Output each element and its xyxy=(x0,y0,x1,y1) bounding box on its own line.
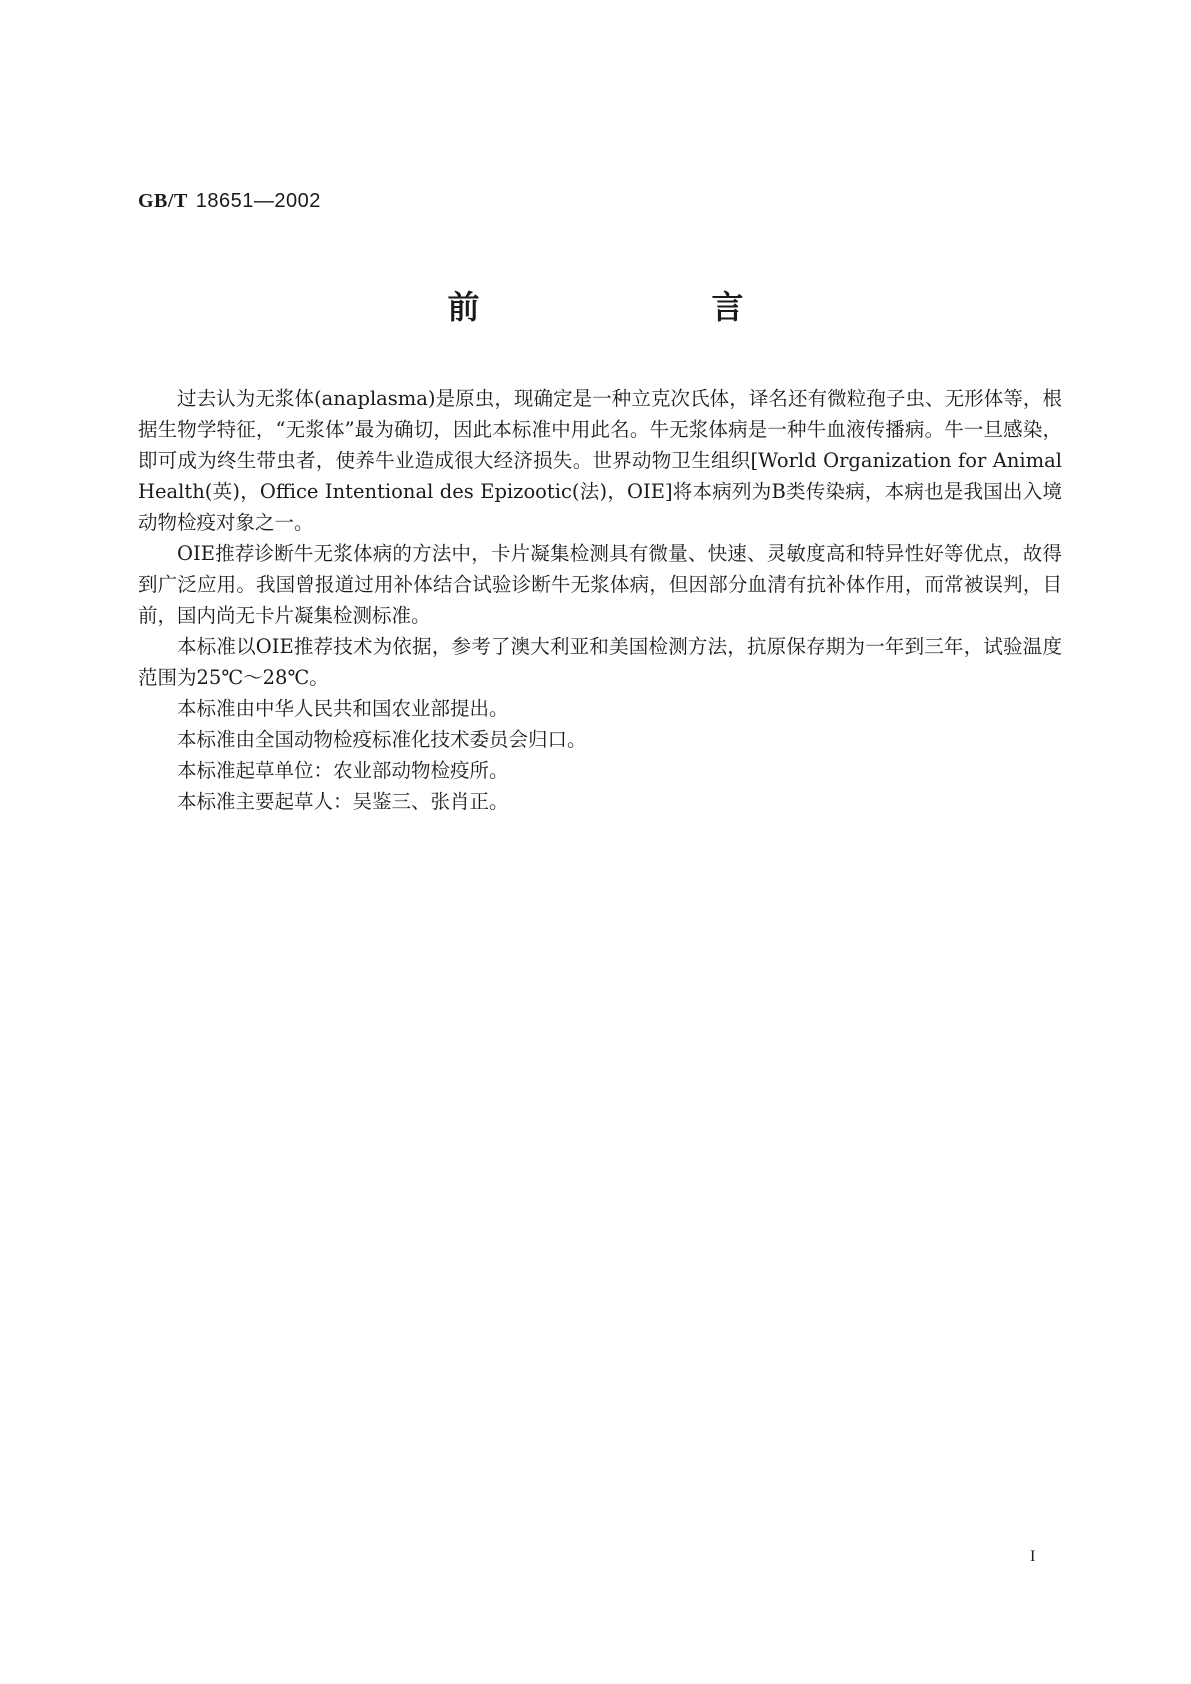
paragraph-proposer: 本标准由中华人民共和国农业部提出。 xyxy=(177,697,509,720)
paragraph-drafters: 本标准主要起草人：吴鉴三、张肖正。 xyxy=(177,790,509,813)
foreword-body xyxy=(138,383,1062,817)
paragraph-committee: 本标准由全国动物检疫标准化技术委员会归口。 xyxy=(177,728,587,751)
paragraph-oie-method: OIE推荐诊断牛无浆体病的方法中，卡片凝集检测具有微量、快速、灵敏度高和特异性好等优点，故得到广泛应用。我国曾报道过用补体结合试验诊断牛无浆体病，但因部分血清有抗补体作用，而常被误判，目前，国内尚无卡片凝集检测标准。 xyxy=(138,542,1062,627)
paragraph-basis: 本标准以OIE推荐技术为依据，参考了澳大利亚和美国检测方法，抗原保存期为一年到三年，试验温度范围为25℃～28℃。 xyxy=(138,635,1062,689)
paragraph-drafting-unit: 本标准起草单位：农业部动物检疫所。 xyxy=(177,759,509,782)
standard-prefix: GB/T xyxy=(138,190,188,212)
paragraph-intro: 过去认为无浆体(anaplasma)是原虫，现确定是一种立克次氏体，译名还有微粒孢子虫、无形体等，根据生物学特征，“无浆体”最为确切，因此本标准中用此名。牛无浆体病是一种牛血液传播病。牛一旦感染，即可成为终生带虫者，使养牛业造成很大经济损失。世界动物卫生组织[World Organization for Animal Health(英)，Office Intentional des Epizootic(法)，OIE]将本病列为B类传染病，本病也是我国出入境动物检疫对象之一。 xyxy=(138,387,1062,534)
page-title: 前 言 xyxy=(447,288,800,326)
page-number: I xyxy=(1030,1548,1036,1565)
standard-number: 18651—2002 xyxy=(195,190,321,212)
standard-code-header xyxy=(138,190,321,213)
